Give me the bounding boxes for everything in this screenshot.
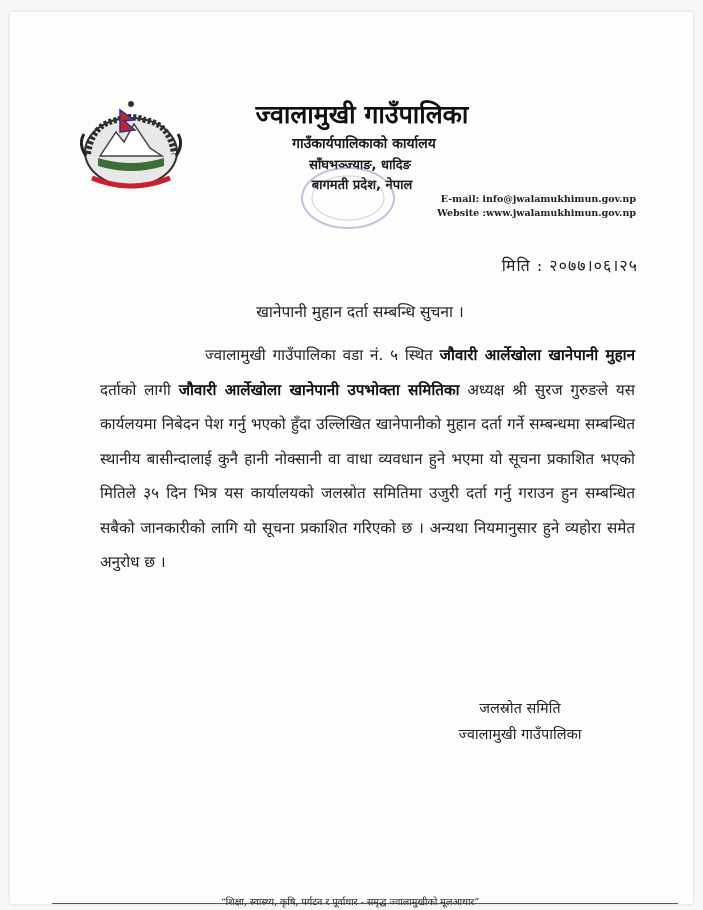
footer-motto: “शिक्षा, स्वास्थ्य, कृषि, पर्यटन र पूर्वाधार - समृद्ध ज्वालामुखीको मूलआधार” xyxy=(220,897,480,908)
contact-info xyxy=(430,193,636,221)
letter-body xyxy=(100,338,635,580)
body-segment-2: दर्ताको लागी xyxy=(100,380,179,399)
signature-block xyxy=(410,696,630,748)
body-bold-2: जौवारी आर्लेखोला खानेपानी उपभोक्ता समितिका xyxy=(178,380,460,399)
office-address: साँघभञ्ज्याङ, धादिङ xyxy=(309,158,411,173)
letter-date: मिति : २०७७।०६।२५ xyxy=(501,256,638,275)
org-name: ज्वालामुखी गाउँपालिका xyxy=(255,100,469,129)
office-name: गाउँकार्यपालिकाको कार्यालय xyxy=(292,136,436,152)
body-bold-1: जौवारी आर्लेखोला खानेपानी मुहान xyxy=(439,346,635,364)
signature-org: ज्वालामुखी गाउँपालिका xyxy=(458,727,582,743)
website-text: Website :www.jwalamukhimun.gov.np xyxy=(437,208,636,219)
body-segment-3: अध्यक्ष श्री सुरज गुरुङले यस कार्यलयमा निबेदन पेश गर्नु भएको हुँदा उल्लिखित खानेपानीको मुहान दर्ता गर्ने सम्बन्धमा सम्बन्धित स्थानीय बासीन्दालाई कुनै हानी नोक्सानी वा वाधा व्यवधान हुने भएमा यो सूचना प्रकाशित भएको मितिले ३५ दिन भित्र यस कार्यालयको जलस्रोत समितिमा उजुरी दर्ता गर्नु गराउन हुन सम्बन्धित सबैको जानकारीको लागि यो सूचना प्रकाशित गरिएको छ । अन्यथा नियमानुसार हुने व्यहोरा समेत अनुरोध छ । xyxy=(100,380,635,571)
email-text: E-mail: info@jwalamukhimun.gov.np xyxy=(440,194,636,205)
office-stamp xyxy=(286,162,426,242)
signature-committee: जलस्रोत समिति xyxy=(479,701,561,717)
letter-page xyxy=(10,12,693,904)
body-paragraph xyxy=(100,338,635,580)
nepal-emblem-icon xyxy=(72,94,190,194)
letter-subject: खानेपानी मुहान दर्ता सम्बन्धि सुचना । xyxy=(256,303,464,321)
office-province: बागमती प्रदेश, नेपाल xyxy=(311,178,413,193)
body-segment-1: ज्वालामुखी गाउँपालिका वडा नं. ५ स्थित xyxy=(205,346,440,364)
